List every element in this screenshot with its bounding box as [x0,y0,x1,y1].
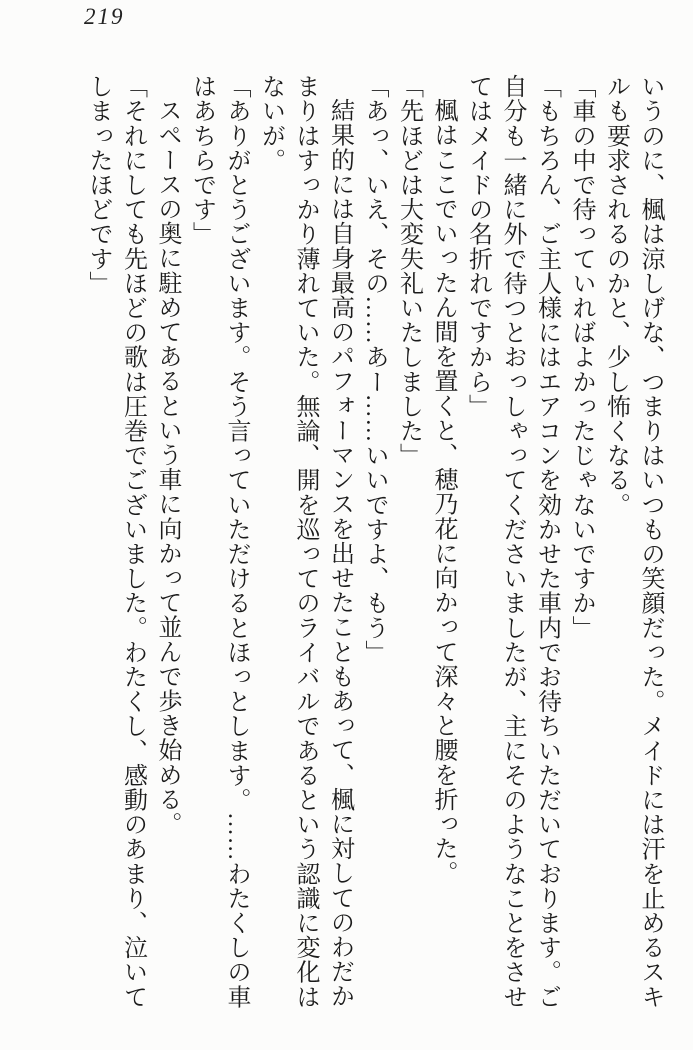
text-line: 楓はここでいったん間を置くと、穂乃花に向かって深々と腰を折った。 [430,98,456,886]
text-line: 結果的には自身最高のパフォーマンスを出せたこともあって、楓に対してのわだか [326,98,353,1009]
text-line: いうのに、楓は涼しげな、つまりはいつもの笑顔だった。メイドには汗を止めるスキ [637,74,663,1009]
text-line: 「もちろん、ご主人様にはエアコンを効かせた車内でお待ちいただいております。ご [533,74,560,1009]
text-line: まりはすっかり薄れていた。無論、開を巡ってのライバルであるという認識に変化は [292,74,318,1009]
text-line: スペースの奥に駐めてあるという車に向かって並んで歩き始める。 [154,98,180,836]
text-line: ルも要求されるのかと、少し怖くなる。 [602,74,629,517]
text-line: 自分も一緒に外で待つとおっしゃってくださいましたが、主にそのようなことをさせ [499,74,525,1009]
text-line: ないが。 [257,74,284,173]
text-line: てはメイドの名折れですから」 [464,74,491,419]
text-line: 「あっ、いえ、その……あー……いいですよ、もう」 [361,74,387,665]
vertical-text-block [81,74,668,1016]
text-line: 「ありがとうございます。そう言っていただけるとほっとします。……わたくしの車 [223,74,249,1009]
text-line: 「それにしても先ほどの歌は圧巻でございました。わたくし、感動のあまり、泣いて [119,74,146,1009]
page-number: 219 [84,4,125,29]
text-line: 「先ほどは大変失礼いたしました」 [395,74,422,468]
text-line: 「車の中で待っていればよかったじゃないですか」 [568,74,594,640]
text-line: しまったほどです」 [85,74,111,296]
text-line: はあちらです」 [188,74,215,247]
